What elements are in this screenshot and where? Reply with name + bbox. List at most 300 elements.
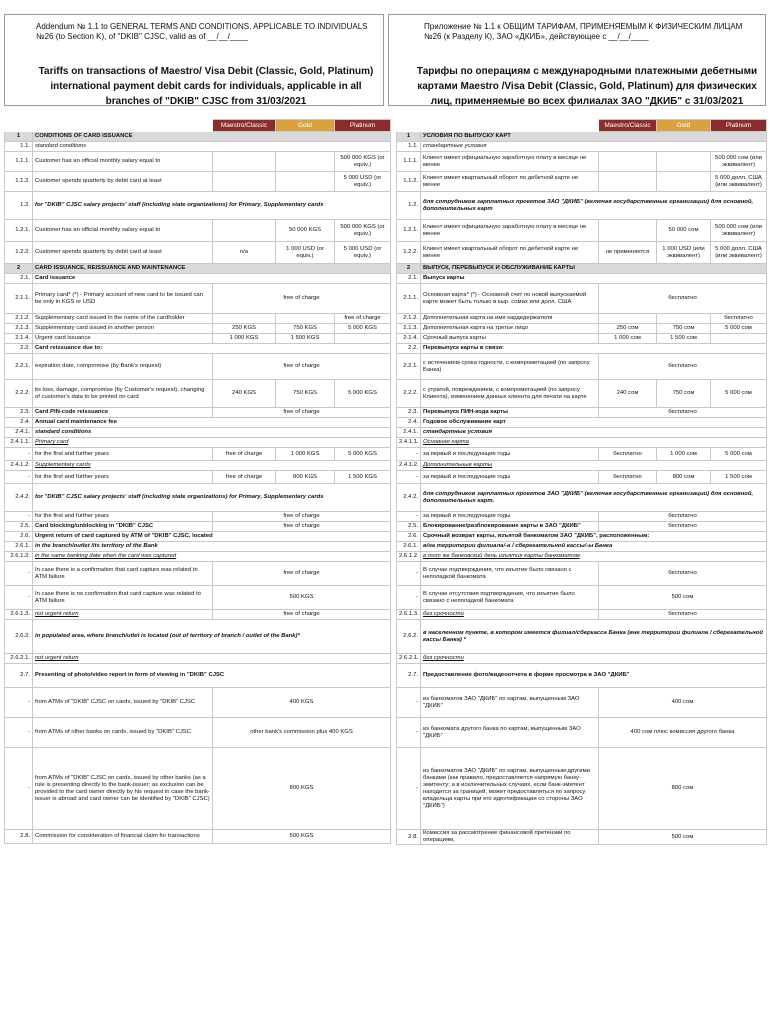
row-value-all: free of charge: [213, 562, 391, 586]
row-value-all: бесплатно: [599, 562, 767, 586]
row-description: В случае подтверждения, что изъятие было связано с неполадкой банкомата: [421, 562, 599, 586]
table-row: [397, 586, 767, 610]
row-number: 2.7.: [5, 664, 33, 688]
row-number: 2.1.1.: [397, 284, 421, 314]
row-description: Срочный возврат карты, изъятой банкоматом ЗАО "ДКИБ", расположенным:: [421, 532, 767, 542]
row-value-classic: [213, 314, 276, 324]
row-number: -: [5, 512, 33, 522]
row-description: ВЫПУСК, ПЕРЕВЫПУСК И ОБСЛУЖИВАНИЕ КАРТЫ: [421, 264, 767, 274]
row-number: 1.1.: [5, 142, 33, 152]
column-header-blank: [33, 120, 213, 132]
row-number: 1: [397, 132, 421, 142]
title-english: Tariffs on transactions of Maestro/ Visa Debit (Classic, Gold, Platinum) international payment debit cards for individuals, applicable in all branches of "DKIB" CJSC from 31/03/2021: [38, 66, 374, 107]
row-description: in the branch/outlet /its territory of the Bank: [33, 542, 391, 552]
table-row: [397, 354, 767, 380]
row-value-gold: 1 000 USD (или эквивалент): [657, 242, 711, 264]
table-row: [5, 418, 391, 428]
table-row: [397, 344, 767, 354]
row-number: 2.1.3.: [5, 324, 33, 334]
row-value-gold: 800 KGS: [276, 471, 335, 484]
row-value-classic: 240 KGS: [213, 380, 276, 408]
table-row: [397, 484, 767, 512]
row-value-platinum: 5 000 KGS: [335, 324, 391, 334]
row-value-classic: [599, 314, 657, 324]
row-number: 2.4.2.: [5, 484, 33, 512]
row-description: for "DKIB" CJSC salary projects' staff (including state organizations) for Primary, Supplementary cards: [33, 484, 391, 512]
table-row: [5, 620, 391, 654]
row-value-gold: [657, 314, 711, 324]
row-description: for the first and further years: [33, 471, 213, 484]
row-description: Выпуск карты: [421, 274, 767, 284]
table-row: [5, 284, 391, 314]
table-row: [5, 562, 391, 586]
row-description: Card blocking/unblocking in "DKIB" CJSC: [33, 522, 213, 532]
table-row: [397, 324, 767, 334]
row-description: in populated area, where branch/utlet is located (out of territory of branch / outlet of the Bank)*: [33, 620, 391, 654]
row-value-all: free of charge: [213, 284, 391, 314]
row-value-all: бесплатно: [599, 408, 767, 418]
row-number: 2.4.1.1.: [397, 438, 421, 448]
table-row: [5, 688, 391, 718]
table-row: [397, 664, 767, 688]
row-description: Commission for consideration of financial claim for transactions: [33, 830, 213, 844]
row-description: not urgent return: [33, 610, 213, 620]
row-value-classic: [599, 172, 657, 192]
table-row: [5, 748, 391, 830]
row-value-classic: бесплатно: [599, 471, 657, 484]
table-row: [397, 380, 767, 408]
table-row: [5, 448, 391, 461]
row-value-all: free of charge: [213, 522, 391, 532]
table-row: [397, 748, 767, 830]
row-number: 2.6.: [5, 532, 33, 542]
row-description: за первый и последующие годы: [421, 471, 599, 484]
table-row: [397, 152, 767, 172]
row-number: 2.6.1.3.: [5, 610, 33, 620]
row-number: -: [397, 562, 421, 586]
row-description: стандартные условия: [421, 142, 767, 152]
row-description: standard conditions: [33, 428, 391, 438]
row-description: Дополнительная карта на имя кардедержателя: [421, 314, 599, 324]
row-value-gold: 1 000 USD (or equiv.): [276, 242, 335, 264]
row-value-gold: [276, 314, 335, 324]
row-value-classic: 1 000 KGS: [213, 334, 276, 344]
row-value-gold: 50 000 сом: [657, 220, 711, 242]
table-row: [397, 688, 767, 718]
row-number: 2.1.3.: [397, 324, 421, 334]
row-description: Supplementary card issued in the name of the cardholder: [33, 314, 213, 324]
row-description: Urgent return of card captured by ATM of "DKIB" CJSC, located: [33, 532, 391, 542]
row-number: 2.6.: [397, 532, 421, 542]
row-value-classic: 1 000 сом: [599, 334, 657, 344]
row-value-classic: 250 KGS: [213, 324, 276, 334]
row-description: CONDITIONS OF CARD ISSUANCE: [33, 132, 391, 142]
row-number: 1.2.1.: [5, 220, 33, 242]
row-description: standard conditions: [33, 142, 391, 152]
table-row: [397, 418, 767, 428]
row-value-all: бесплатно: [599, 610, 767, 620]
row-description: Клиент имеет официальную заработную плату в месяце не менее: [421, 220, 599, 242]
table-row: [5, 471, 391, 484]
row-description: В случае отсутствия подтверждения, что изъятие было связано с неполадкой банкомата: [421, 586, 599, 610]
column-header-gold: Gold: [657, 120, 711, 132]
table-row: [397, 522, 767, 532]
row-number: 2.6.2.1.: [397, 654, 421, 664]
row-number: -: [5, 688, 33, 718]
row-description: УСЛОВИЯ ПО ВЫПУСКУ КАРТ: [421, 132, 767, 142]
row-value-platinum: бесплатно: [711, 314, 767, 324]
row-value-all: бесплатно: [599, 522, 767, 532]
row-value-platinum: 500 000 сом (или эквивалент): [711, 152, 767, 172]
section-row: [397, 264, 767, 274]
row-description: Customer spends quarterly by debit card at least: [33, 172, 213, 192]
table-row: [397, 542, 767, 552]
row-number: 2.2.: [5, 344, 33, 354]
table-row: [5, 314, 391, 324]
table-row: [397, 284, 767, 314]
table-row: [5, 428, 391, 438]
row-value-platinum: 500 000 KGS (or equiv.): [335, 220, 391, 242]
row-number: 1.2.2.: [397, 242, 421, 264]
table-row: [5, 344, 391, 354]
row-value-all: free of charge: [213, 512, 391, 522]
table-row: [5, 324, 391, 334]
title-russian: Тарифы по операциям с международными платежными дебетными картами Maestro /Visa Debit (Classic, Gold, Platinum) для физических лиц, применяемые во всех филиалах ЗАО "ДКИБ" с 31/03/2021: [416, 66, 758, 107]
column-header-platinum: Platinum: [335, 120, 391, 132]
row-value-platinum: 5 000 долл. США (или эквивалент): [711, 242, 767, 264]
row-number: 2.8.: [397, 830, 421, 845]
table-row: [5, 532, 391, 542]
row-number: 2.3.: [5, 408, 33, 418]
row-description: Annual card maintenance fee: [33, 418, 391, 428]
tariff-table-english: [4, 119, 391, 844]
row-description: из банкомата другого банка по картам, выпущенным ЗАО "ДКИБ": [421, 718, 599, 748]
row-number: 1.1.1.: [397, 152, 421, 172]
row-number: 2.6.2.1.: [5, 654, 33, 664]
row-value-platinum: 5 000 KGS: [335, 448, 391, 461]
row-number: 2.1.4.: [5, 334, 33, 344]
row-value-gold: 1 500 сом: [657, 334, 711, 344]
row-number: -: [397, 586, 421, 610]
row-number: -: [397, 448, 421, 461]
column-header-blank: [421, 120, 599, 132]
row-value-classic: [213, 152, 276, 172]
row-description: из банкоматов ЗАО "ДКИБ" по картам, выпущенным другими банками (как правило, предоставляется напрямую банку-эмитенту; а в исключительных случаях, если банк-эмитент находится за границей, может предоставляться по запросу владельца карты при его идентификации со стороны ЗАО "ДКИБ"): [421, 748, 599, 830]
row-description: its loss, damage, compromise (by Customer's request), changing of customer's data to be printed on card: [33, 380, 213, 408]
table-row: [397, 172, 767, 192]
row-description: с утратой, повреждением, с компрометацией (по запросу Клиента), изменением данных клиента для печати на карте: [421, 380, 599, 408]
row-value-gold: 800 сом: [657, 471, 711, 484]
row-number: 2.1.: [5, 274, 33, 284]
row-value-all: бесплатно: [599, 354, 767, 380]
column-header-row: [5, 120, 391, 132]
row-value-gold: [276, 152, 335, 172]
row-number: 2.2.2.: [5, 380, 33, 408]
table-row: [5, 542, 391, 552]
row-value-platinum: 5 000 сом: [711, 448, 767, 461]
row-description: без срочности: [421, 610, 599, 620]
row-number: 1.1.1.: [5, 152, 33, 172]
table-row: [397, 408, 767, 418]
row-number: 2: [5, 264, 33, 274]
row-value-classic: 240 сом: [599, 380, 657, 408]
table-row: [5, 552, 391, 562]
table-row: [5, 380, 391, 408]
row-value-platinum: 5 000 сом: [711, 324, 767, 334]
row-number: 2.2.1.: [5, 354, 33, 380]
row-number: 2.2.1.: [397, 354, 421, 380]
table-row: [397, 718, 767, 748]
table-row: [397, 142, 767, 152]
row-value-all: бесплатно: [599, 284, 767, 314]
row-description: Primary card* (*) - Primary account of new card to be issued can be only in KGS or USD: [33, 284, 213, 314]
row-description: Перевыпуск ПИН-кода карты: [421, 408, 599, 418]
row-number: 2.5.: [5, 522, 33, 532]
row-number: 2.4.: [397, 418, 421, 428]
row-value-gold: 750 KGS: [276, 380, 335, 408]
row-number: -: [5, 718, 33, 748]
row-number: 2.6.1.2.: [5, 552, 33, 562]
row-description: из банкоматов ЗАО "ДКИБ" по картам, выпущенным ЗАО "ДКИБ": [421, 688, 599, 718]
row-description: for the first and further years: [33, 448, 213, 461]
row-value-classic: n/a: [213, 242, 276, 264]
row-number: 2.8.: [5, 830, 33, 844]
row-number: -: [5, 748, 33, 830]
row-number: 2.6.1.2.: [397, 552, 421, 562]
row-description: Клиент имеет квартальный оборот по дебетной карте не менее: [421, 242, 599, 264]
table-row: [397, 562, 767, 586]
row-number: 1: [5, 132, 33, 142]
row-value-platinum: 5 000 USD (or equiv.): [335, 242, 391, 264]
row-value-platinum: 500 000 сом (или эквивалент): [711, 220, 767, 242]
row-description: Customer has an official monthly salary equal to: [33, 152, 213, 172]
table-row: [5, 718, 391, 748]
row-number: 2.4.1.1.: [5, 438, 33, 448]
table-row: [5, 172, 391, 192]
row-value-platinum: 1 500 KGS: [335, 471, 391, 484]
row-number: 2.4.2.: [397, 484, 421, 512]
row-description: Дополнительная карта на третье лицо: [421, 324, 599, 334]
row-description: Supplementary cards: [33, 461, 391, 471]
row-description: для сотрудников зарплатных проектов ЗАО "ДКИБ" (включая государственные организации) для основной, дополнительных карт: [421, 192, 767, 220]
table-row: [5, 586, 391, 610]
row-description: Card issuance: [33, 274, 391, 284]
row-value-classic: [599, 220, 657, 242]
row-number: 2.1.2.: [397, 314, 421, 324]
row-number: -: [397, 688, 421, 718]
row-value-platinum: 5 000 KGS: [335, 380, 391, 408]
row-value-all: free of charge: [213, 408, 391, 418]
row-number: 2: [397, 264, 421, 274]
row-value-classic: 250 сом: [599, 324, 657, 334]
table-row: [397, 448, 767, 461]
row-description: стандартные условия: [421, 428, 767, 438]
row-number: 1.2.: [397, 192, 421, 220]
tariff-table-russian: [396, 119, 767, 845]
row-value-all: 800 сом: [599, 748, 767, 830]
row-value-gold: 750 KGS: [276, 324, 335, 334]
row-value-platinum: 500 000 KGS (or equiv.): [335, 152, 391, 172]
row-number: 2.2.: [397, 344, 421, 354]
row-number: 2.2.2.: [397, 380, 421, 408]
row-number: 2.6.2.: [5, 620, 33, 654]
table-row: [397, 610, 767, 620]
row-description: Card reissuance due to:: [33, 344, 391, 354]
row-number: 2.4.1.: [5, 428, 33, 438]
column-header-row: [397, 120, 767, 132]
row-value-all: other bank's commission plus 400 KGS: [213, 718, 391, 748]
row-description: Основная карта: [421, 438, 767, 448]
table-row: [5, 408, 391, 418]
row-description: в тот же банковский день изъятия карты банкоматом: [421, 552, 767, 562]
row-value-platinum: 5 000 долл. США (или эквивалент): [711, 172, 767, 192]
section-row: [397, 132, 767, 142]
row-description: в населенном пункте, в котором имеется филиал/сберкасса Банка (вне территории филиала / сберегательной кассы Банка) *: [421, 620, 767, 654]
row-description: для сотрудников зарплатных проектов ЗАО "ДКИБ" (включая государственные организации) для основной, дополнительных карт.: [421, 484, 767, 512]
table-row: [5, 484, 391, 512]
row-value-platinum: 1 500 сом: [711, 471, 767, 484]
row-value-all: 500 KGS: [213, 830, 391, 844]
row-number: -: [397, 512, 421, 522]
row-number: -: [5, 586, 33, 610]
table-row: [397, 220, 767, 242]
table-row: [5, 142, 391, 152]
row-value-classic: [213, 172, 276, 192]
row-number: -: [5, 448, 33, 461]
table-row: [397, 242, 767, 264]
row-description: с истечением срока годности, с компрометацией (по запросу Банка): [421, 354, 599, 380]
row-description: from ATMs of "DKIB" CJSC on cards, issued by other banks (as a rule is presenting directly to the bank-issuer; as exclusion can be provided to the card owner directly by his request in case the bank-issuer is abroad and card owner can be identified by "DKIB" CJSC): [33, 748, 213, 830]
table-row: [397, 428, 767, 438]
table-row: [5, 522, 391, 532]
row-number: 1.1.2.: [397, 172, 421, 192]
table-row: [397, 438, 767, 448]
row-description: in the same banking date when the card was captured: [33, 552, 391, 562]
column-header-blank: [397, 120, 421, 132]
row-description: not urgent return: [33, 654, 391, 664]
row-value-gold: 50 000 KGS: [276, 220, 335, 242]
row-number: -: [397, 718, 421, 748]
row-number: 1.1.2.: [5, 172, 33, 192]
row-number: 2.5.: [397, 522, 421, 532]
row-value-platinum: 5 000 USD (or equiv.): [335, 172, 391, 192]
row-description: Предоставление фото/видеоотчета в форме просмотра в ЗАО "ДКИБ": [421, 664, 767, 688]
row-value-all: 500 сом: [599, 586, 767, 610]
row-description: expiration date, compromise (by Bank's request): [33, 354, 213, 380]
row-value-gold: 1 000 KGS: [276, 448, 335, 461]
row-description: for the first and further years: [33, 512, 213, 522]
row-description: Клиент имеет квартальный оборот по дебетной карте не менее: [421, 172, 599, 192]
row-description: Presenting of photo/video report in form of viewing in "DKIB" CJSC: [33, 664, 391, 688]
table-row: [397, 512, 767, 522]
row-number: 2.4.1.2.: [5, 461, 33, 471]
section-row: [5, 264, 391, 274]
table-row: [397, 461, 767, 471]
row-value-platinum: [335, 334, 391, 344]
column-header-blank: [5, 120, 33, 132]
row-value-all: 400 сом плюс комиссия другого банка: [599, 718, 767, 748]
row-description: for "DKIB" CJSC salary projects' staff (including state organizations) for Primary, Supplementary cards: [33, 192, 391, 220]
row-description: за первый и последующие годы: [421, 512, 599, 522]
row-value-all: free of charge: [213, 610, 391, 620]
row-description: Дополнительные карты: [421, 461, 767, 471]
column-header-gold: Gold: [276, 120, 335, 132]
row-description: from ATMs of other banks on cards, issued by "DKIB" CJSC: [33, 718, 213, 748]
row-value-gold: [657, 152, 711, 172]
table-row: [5, 610, 391, 620]
row-description: Блокирование/разблокирование карты в ЗАО "ДКИБ": [421, 522, 599, 532]
table-row: [5, 461, 391, 471]
row-number: 1.1.: [397, 142, 421, 152]
row-number: 1.2.: [5, 192, 33, 220]
row-description: In case there is a confirmation that card capture was related to ATM failure: [33, 562, 213, 586]
table-row: [5, 438, 391, 448]
addendum-english: Addendum № 1.1 to GENERAL TERMS AND CONDITIONS, APPLICABLE TO INDIVIDUALS №26 (to Section K), of "DKIB" CJSC, valid as of __/__/____: [36, 22, 368, 41]
table-row: [397, 620, 767, 654]
row-value-all: free of charge: [213, 354, 391, 380]
table-row: [5, 830, 391, 844]
column-header-platinum: Platinum: [711, 120, 767, 132]
row-value-gold: 1 500 KGS: [276, 334, 335, 344]
row-description: Customer spends quarterly by debit card at least: [33, 242, 213, 264]
table-row: [397, 654, 767, 664]
row-number: 1.2.1.: [397, 220, 421, 242]
row-description: Основная карта* (*) - Основной счет по новой выпускаемой карте может быть только в кыр. сомах или долл. США: [421, 284, 599, 314]
table-row: [5, 192, 391, 220]
row-value-gold: 750 сом: [657, 380, 711, 408]
row-description: без срочности: [421, 654, 767, 664]
table-row: [5, 512, 391, 522]
row-value-all: 800 KGS: [213, 748, 391, 830]
section-row: [5, 132, 391, 142]
table-row: [5, 274, 391, 284]
row-number: 2.7.: [397, 664, 421, 688]
row-value-platinum: 5 000 сом: [711, 380, 767, 408]
row-value-gold: [657, 172, 711, 192]
row-number: 2.6.1.3.: [397, 610, 421, 620]
row-description: Перевыпуск карты в связи:: [421, 344, 767, 354]
row-number: 1.2.2.: [5, 242, 33, 264]
row-value-all: 500 KGS: [213, 586, 391, 610]
table-row: [397, 314, 767, 324]
table-row: [5, 354, 391, 380]
column-header-classic: Maestro/Classic: [213, 120, 276, 132]
row-number: 2.6.1.: [5, 542, 33, 552]
table-row: [5, 242, 391, 264]
row-number: 2.4.1.: [397, 428, 421, 438]
row-number: 2.1.4.: [397, 334, 421, 344]
row-value-classic: не применяется: [599, 242, 657, 264]
addendum-russian: Приложение № 1.1 к ОБЩИМ ТАРИФАМ, ПРИМЕНЯЕМЫМ К ФИЗИЧЕСКИМ ЛИЦАМ №26 (к Разделу К), ЗАО «ДКИБ», действующее с __/__/____: [424, 22, 743, 41]
table-row: [5, 152, 391, 172]
row-number: 2.3.: [397, 408, 421, 418]
row-description: CARD ISSUANCE, REISSUANCE AND MAINTENANCE: [33, 264, 391, 274]
row-description: Supplementary card issued in another person: [33, 324, 213, 334]
row-number: 2.6.2.: [397, 620, 421, 654]
row-description: Клиент имеет официальную заработную плату в месяце не менее: [421, 152, 599, 172]
column-header-classic: Maestro/Classic: [599, 120, 657, 132]
row-number: 2.1.2.: [5, 314, 33, 324]
row-value-gold: 750 сом: [657, 324, 711, 334]
row-value-all: 400 сом: [599, 688, 767, 718]
table-row: [5, 220, 391, 242]
row-value-platinum: free of charge: [335, 314, 391, 324]
row-description: In case there is no confirmation that card capture was related to ATM failure: [33, 586, 213, 610]
row-description: Годовое обслуживание карт: [421, 418, 767, 428]
row-description: from ATMs of "DKIB" CJSC on cards, issued by "DKIB" CJSC: [33, 688, 213, 718]
row-number: 2.4.1.2.: [397, 461, 421, 471]
row-description: Card PIN-code reissuance: [33, 408, 213, 418]
